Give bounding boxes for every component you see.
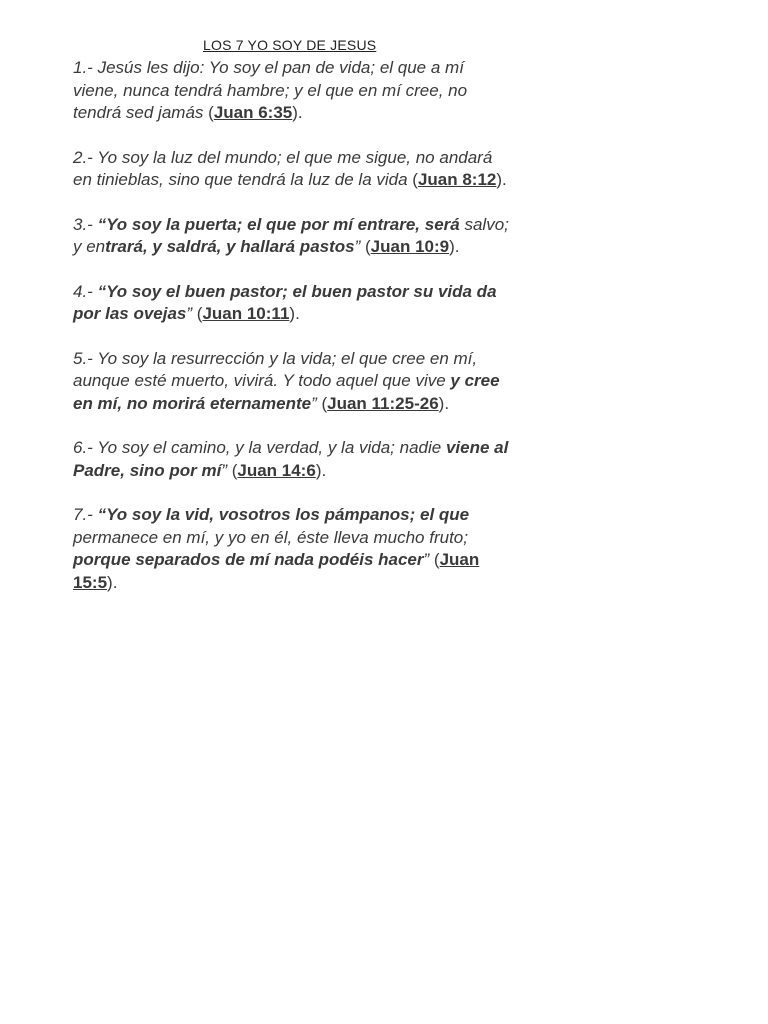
close-paren: ). (449, 237, 460, 256)
open-paren: ( (412, 170, 418, 189)
verse-2 (73, 147, 513, 192)
verse-3 (73, 214, 513, 259)
close-paren: ). (438, 393, 450, 413)
verse-number: 4.- (73, 281, 93, 301)
open-paren: ( (196, 304, 203, 323)
verse-text: “Yo soy la vid, vosotros los pámpanos; el que (92, 505, 470, 524)
open-paren: ( (321, 393, 328, 413)
verse-text: viene al Padre, sino por mí (73, 438, 509, 480)
verse-text: ” (221, 460, 232, 480)
verse-reference-link[interactable]: Juan 15:5 (73, 550, 480, 592)
close-paren: ). (107, 572, 118, 592)
verse-reference-link[interactable]: Juan 14:6 (237, 460, 316, 480)
verse-text: y cree en mí, no morirá eternamente (73, 371, 500, 413)
verse-text: “Yo soy el buen pastor; el buen pastor su vida da por las ovejas (73, 281, 497, 323)
open-paren: ( (208, 103, 214, 122)
verse-number: 2.- (73, 147, 93, 167)
verse-number: 1.- (73, 58, 93, 77)
verse-number: 7.- (73, 505, 93, 524)
verse-number: 5.- (73, 348, 93, 368)
verse-text: Yo soy la luz del mundo; el que me sigue, no andará en tinieblas, sino que tendrá la luz de la vida (73, 147, 493, 189)
verse-reference-link[interactable]: Juan 10:9 (370, 237, 450, 256)
verse-text: ” (423, 550, 434, 569)
close-paren: ). (315, 460, 327, 480)
verse-reference-link[interactable]: Juan 11:25-26 (327, 393, 439, 413)
close-paren: ). (496, 170, 507, 189)
close-paren: ). (289, 304, 300, 323)
verse-6 (73, 437, 513, 482)
verse-reference-link[interactable]: Juan 6:35 (213, 103, 293, 122)
verse-text: permanece en mí, y yo en él, éste lleva mucho fruto; (73, 527, 468, 547)
verse-text: Yo soy la resurrección y la vida; el que cree en mí, aunque esté muerto, vivirá. Y todo aquel que vive (73, 348, 478, 390)
verse-reference-link[interactable]: Juan 8:12 (417, 170, 497, 189)
open-paren: ( (433, 550, 440, 569)
verse-1 (73, 57, 513, 125)
verse-text: ” (311, 393, 322, 413)
close-paren: ). (292, 103, 303, 122)
verse-4 (73, 281, 513, 326)
verse-number: 3.- (73, 214, 93, 234)
verse-7 (73, 504, 513, 594)
verse-text: “Yo soy la puerta; el que por mí entrare, será (92, 214, 460, 234)
verse-text: ” (354, 237, 365, 256)
verse-text: ” (186, 304, 197, 323)
verse-number: 6.- (73, 438, 93, 457)
verse-text: Yo soy el camino, y la verdad, y la vida; nadie (92, 438, 442, 457)
verse-text: salvo; y en (73, 214, 509, 256)
open-paren: ( (365, 237, 371, 256)
verse-5 (73, 348, 513, 416)
open-paren: ( (231, 460, 238, 480)
verse-text: trará, y saldrá, y hallará pastos (105, 237, 355, 256)
page-title: LOS 7 YO SOY DE JESUS (203, 37, 377, 53)
verse-text: porque separados de mí nada podéis hacer (73, 550, 424, 569)
verse-text: Jesús les dijo: Yo soy el pan de vida; el que a mí viene, nunca tendrá hambre; y el que en mí cree, no tendrá sed jamás (73, 58, 468, 122)
verse-reference-link[interactable]: Juan 10:11 (202, 304, 290, 323)
document-page (73, 36, 513, 616)
